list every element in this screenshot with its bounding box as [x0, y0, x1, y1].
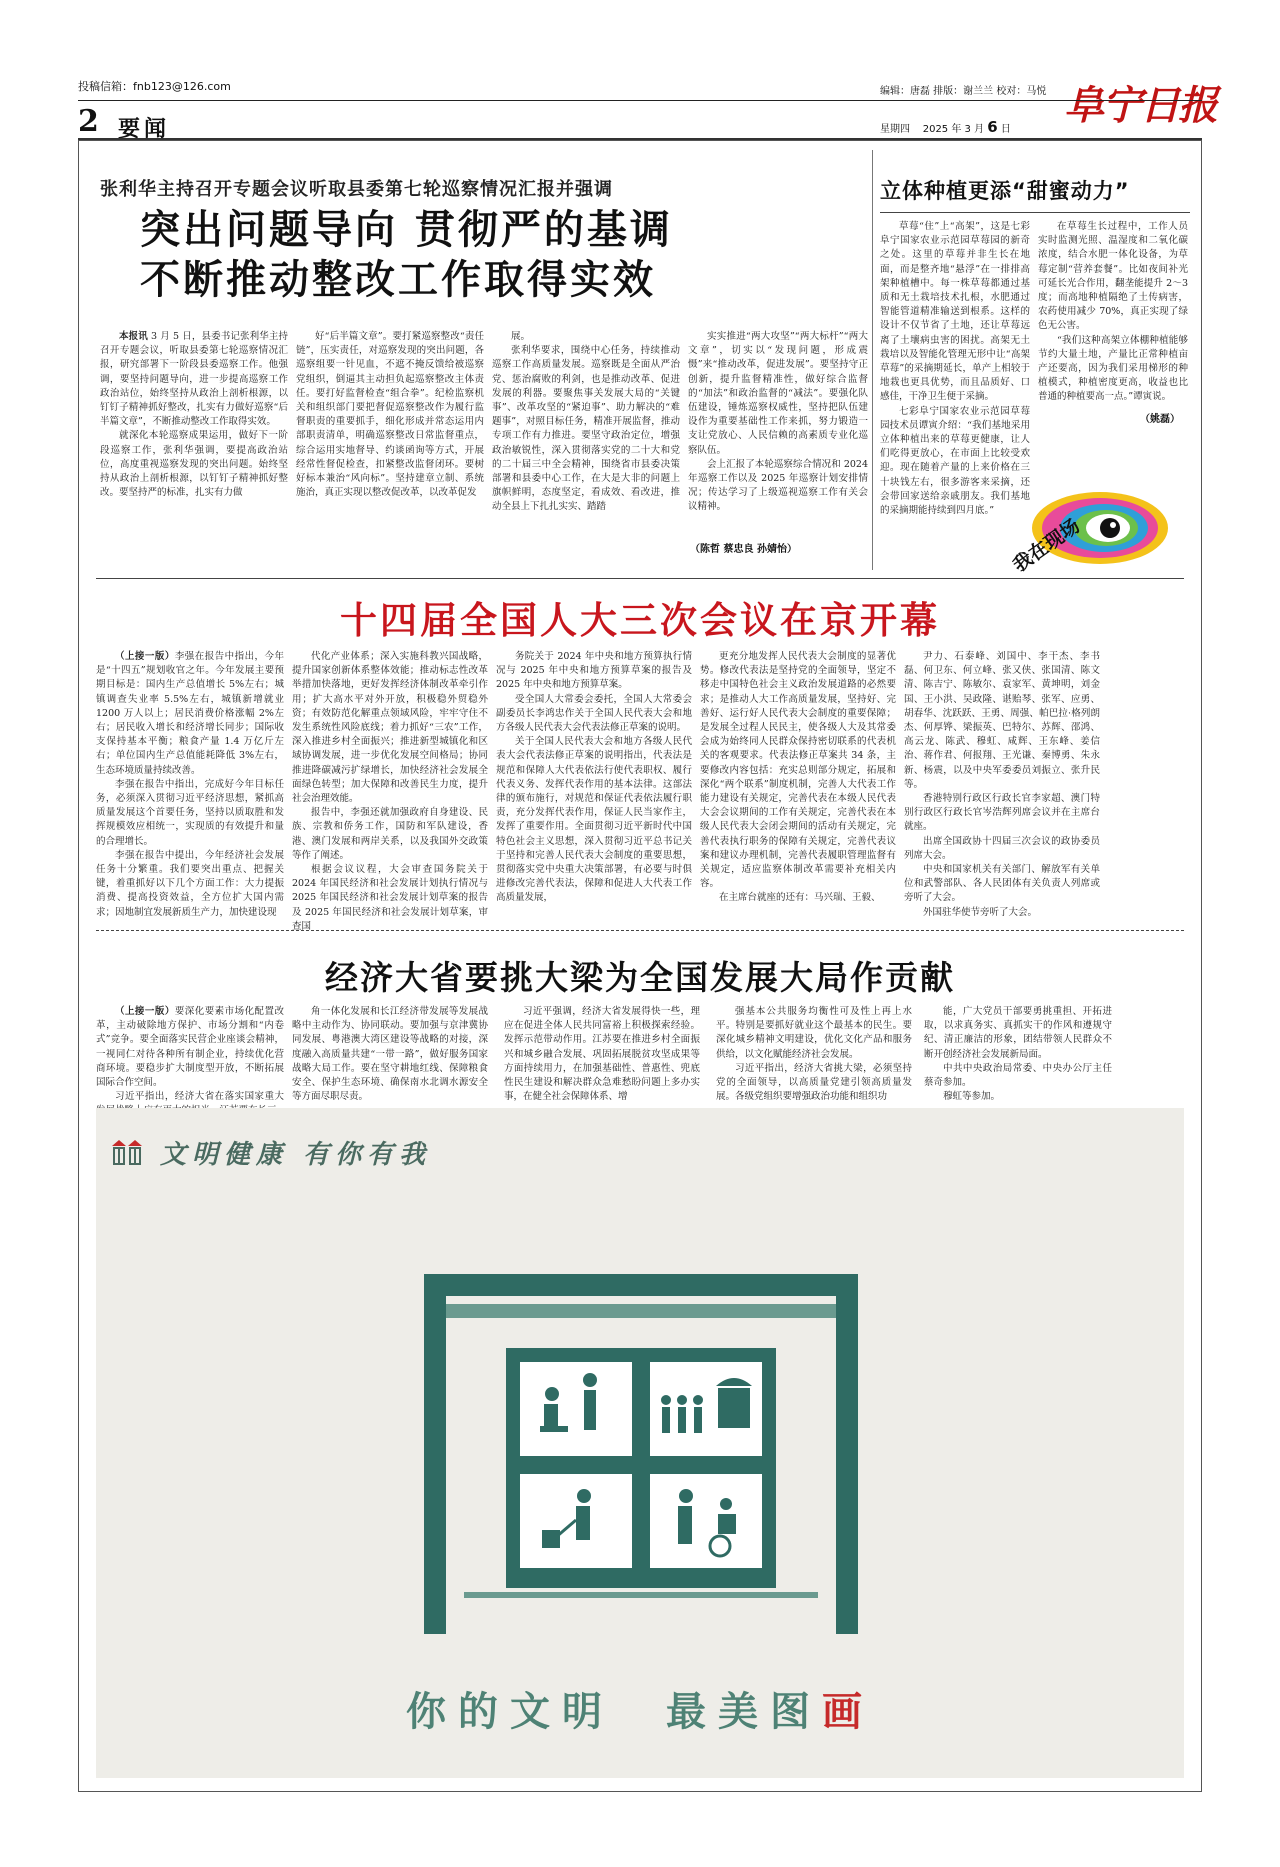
date-prefix: 2025 年 3 月: [922, 124, 985, 135]
lead-column-3: [492, 330, 680, 562]
paragraph: 会上汇报了本轮巡察综合情况和 2024 年巡察工作以及 2025 年巡察计划安排情况；传达学习了上级巡视巡察工作有关会议精神。: [688, 458, 868, 513]
national-col3-text: 务院关于 2024 年中央和地方预算执行情况与 2025 年中央和地方预算草案的报告及 2025 年中央和地方预算草案。: [496, 651, 692, 691]
economy-column-3: [504, 1005, 700, 1103]
ad-slogan: 文明健康 有你有我: [160, 1140, 432, 1170]
sidebar-divider: [872, 150, 873, 570]
sidebar-title: 立体种植更添“甜蜜动力”: [880, 179, 1130, 203]
sidebar-author: （姚磊）: [1140, 414, 1180, 425]
logo-text: 我在现场: [1009, 514, 1084, 577]
national-col4-text: 更充分地发挥人民代表大会制度的显著优势。修改代表法是坚持党的全面领导，坚定不移走中国特色社会主义政治发展道路的必然要求；是推动人大工作高质量发展，坚持好、完善好、运行好人民代表大会制度的重要保障；是发展全过程人民民主，使各级人大及其常委会成为始终同人民群众保持密切联系的代表机关的客观要求。代表法修正草案共 34 条，主要修改内容包括：充实总则部分规定，拓展和深化“两个联系”制度机制，完善人大代表工作能力建设有关规定，完善代表在本级人民代表大会会议期间的工作有关规定，完善代表在本级人民代表大会闭会期间的活动有关规定，完善代表执行职务的保障有关规定，完善代表议案和建议办理机制，完善代表履职管理监督有关规定，适应监察体制改革需要补充相关内容。: [700, 651, 896, 890]
lead-author: （陈哲 蔡忠良 孙婧怡）: [690, 544, 797, 555]
ad-tagline: [96, 1680, 1184, 1737]
paragraph: 李强在报告中提出，今年经济社会发展任务十分繁重。我们要突出重点、把握关键，着重抓好以下几个方面工作：大力提振消费、提高投资效益，全方位扩大国内需求；因地制宜发展新质生产力，加快建设现: [96, 849, 284, 918]
lead-col1-text: 3 月 5 日，县委书记张利华主持召开专题会议，听取县委第七轮巡察情况汇报，研究部署下一阶段县委巡察工作。他强调，要坚持问题导向，进一步提高巡察工作政治站位，始终坚持从政治上剖析根源，以钉钉子精神抓好整改，扎实有力做好巡察“后半篇文章”，不断推动整改工作取得实效。: [100, 331, 288, 428]
lead-column-4: [688, 330, 868, 536]
ad-tagline-main: 你的文明 最美图: [406, 1688, 822, 1735]
section-name: 要闻: [118, 117, 171, 142]
paragraph: 中央和国家机关有关部门、解放军有关单位和武警部队、各人民团体有关负责人列席或旁听了大会。: [904, 864, 1100, 904]
national-column-3: [496, 650, 692, 912]
date-suffix: 日: [1000, 124, 1011, 135]
paragraph: 习近平指出，经济大省挑大梁，必须坚持党的全面领导，以高质量党建引领高质量发展。各级党组织要增强政治功能和组织功: [716, 1062, 912, 1103]
paragraph: 报告中，李强还就加强政府自身建设、民族、宗教和侨务工作，国防和军队建设，香港、澳门发展和两岸关系，以及我国外交政策等作了阐述。: [292, 807, 488, 861]
paragraph: 张利华要求，围绕中心任务，持续推动巡察工作高质量发展。巡察既是全面从严治党、惩治腐败的利剑，也是推动改革、促进发展的利器。要聚焦事关发展大局的“关键事”、改革攻坚的“紧迫事”、助力解决的“难题事”，对照目标任务，精准开展监督，推动专项工作有力推进。要坚守政治定位，增强政治敏锐性，深入贯彻落实党的二十大和党的二十届三中全会精神，围绕省市县委决策部署和县委中心工作，在大是大非的问题上旗帜鲜明，态度坚定，看成效、看改进，推动全县上下扎扎实实、踏踏: [492, 345, 680, 513]
submission-email: 投稿信箱：fnb123@126.com: [78, 80, 231, 93]
economy-col5-text: 能，广大党员干部要勇挑重担、开拓进取，以求真务实、真抓实干的作风和遵规守纪、清正廉洁的形象，团结带领人民群众不断开创经济社会发展新局面。: [924, 1006, 1112, 1060]
paragraph: 香港特别行政区行政长官李家超、澳门特别行政区行政长官岑浩辉列席会议并在主席台就座。: [904, 793, 1100, 833]
paragraph: 受全国人大常委会委托，全国人大常委会副委员长李鸿忠作关于全国人民代表大会和地方各级人民代表大会代表法修正草案的说明。: [496, 693, 692, 734]
section-divider-1: [96, 578, 1184, 579]
lead-col4-text: 实实推进“两大攻坚”“两大标杆”“两大文章”，切实以“发现问题，形成震慑”来“推动改革，促进发展”。要坚持守正创新，提升监督精准性，做好综合监督的“加法”和政治监督的“减法”。要强化队伍建设，锤炼巡察权威性，坚持把队伍建设作为重要基础性工作来抓，努力锻造一支让党放心、人民信赖的高素质专业化巡察队伍。: [688, 331, 868, 456]
paragraph: 关于全国人民代表大会和地方各级人民代表大会代表法修正草案的说明指出，代表法是规范和保障人大代表依法行使代表职权、履行代表义务、发挥代表作用的基本法律。这部法律的颁布施行，对规范和保证代表依法履行职责，充分发挥代表作用，保证人民当家作主，发挥了重要作用。全面贯彻习近平新时代中国特色社会主义思想，深入贯彻习近平总书记关于坚持和完善人民代表大会制度的重要思想，贯彻落实党中央重大决策部署，有必要与时俱进修改完善代表法，保障和促进人大代表工作高质量发展，: [496, 736, 692, 904]
economy-col3-text: 习近平强调，经济大省发展得快一些，理应在促进全体人民共同富裕上积极探索经验。发挥示范带动作用。江苏要在推进乡村全面振兴和城乡融合发展、巩固拓展脱贫攻坚成果等方面持续用力，在加强基础性、普惠性、兜底性民生建设和解决群众急难愁盼问题上多办实事，在健全社会保障体系、增: [504, 1006, 700, 1103]
economy-column-4: [716, 1005, 912, 1103]
economy-col2-text: 角一体化发展和长江经济带发展等发展战略中主动作为、协同联动。要加强与京津冀协同发展、粤港澳大湾区建设等战略的对接，深度融入高质量共建“一带一路”，做好服务国家战略大局工作。要在坚守耕地红线、保障粮食安全、保护生态环境、确保南水北调水源安全等方面尽职尽责。: [292, 1006, 488, 1103]
paragraph: “我们这种高架立体棚种植能够节约大量土地，产量比正常种植亩产还要高，因为我们采用梯形的种植模式，种植密度更高，收益也比普通的种植要高一点。”谭寅说。: [1038, 334, 1188, 403]
paragraph: 李强在报告中指出，完成好今年目标任务，必须深入贯彻习近平经济思想，紧抓高质量发展这个首要任务，坚持以质取胜和发挥规模效应相统一，实现质的有效提升和量的合理增长。: [96, 778, 284, 847]
paragraph: 出席全国政协十四届三次会议的政协委员列席大会。: [904, 835, 1100, 861]
lead-kicker: 张利华主持召开专题会议听取县委第七轮巡察情况汇报并强调: [100, 179, 613, 200]
lead-col3-text: 展。: [511, 331, 531, 342]
lead-headline-line2: 不断推动整改工作取得实效: [140, 257, 656, 303]
paragraph: 在主席台就座的还有：马兴瑞、王毅、: [719, 892, 881, 904]
economy-byline-tag: （上接一版）: [115, 1006, 175, 1017]
economy-column-5: [924, 1005, 1112, 1103]
issue-date: [880, 118, 1011, 136]
sidebar-col2-text: 在草莓生长过程中，工作人员实时监测光照、温湿度和二氧化碳浓度，结合水肥一体化设备，为草莓定制“营养套餐”。比如夜间补光可延长光合作用，翻垄能提升 2～3 度；而高地种植隔绝了土传病害，农药使用减少 70%，真正实现了绿色无公害。: [1038, 221, 1188, 332]
lead-column-2: [296, 330, 484, 562]
lead-column-1: [100, 330, 288, 562]
economy-column-2: [292, 1005, 488, 1103]
ad-illustration: [424, 1274, 858, 1634]
paragraph: 穆虹等参加。: [943, 1091, 1001, 1103]
civility-emblem-icon: [110, 1138, 144, 1166]
lead-col2-text: 好“后半篇文章”。要打紧巡察整改“责任链”，压实责任，对巡察发现的突出问题，各巡察组要一针见血，不遮不掩反馈给被巡察党组织，倒逼其主动担负起巡察整改主体责任。要打好监督检查“组合拳”。纪检监察机关和组织部门要把督促巡察整改作为履行监督职责的重要抓手，细化形成并常态运用内部职责清单，明确巡察整改日常监督重点，综合运用实地督导、约谈函询等方式，开展经常性督促检查，扣紧整改监督闭环。要树好标本兼治“风向标”。坚持建章立制、系统施治，真正实现以整改促改革，以改革促发: [296, 331, 484, 499]
ad-tagline-red: 画: [822, 1688, 874, 1735]
paragraph: 七彩阜宁国家农业示范园草莓园技术员谭寅介绍：“我们基地采用立体种植出来的草莓更健康，让人们吃得更放心，在市面上比较受欢迎。现在随着产量的上来价格在三十块钱左右，很多游客来采摘，还会带回家送给亲戚朋友。我们基地的采摘期能持续到四月底。”: [880, 405, 1030, 517]
lead-headline: [140, 205, 673, 305]
national-col1-text: 李强在报告中指出，今年是“十四五”规划收官之年。今年发展主要预期目标是：国内生产总值增长 5%左右；城镇调查失业率 5.5%左右，城镇新增就业 1200 万人以上；居民消费价格涨幅 2%左右；居民收入增长和经济增长同步；国际收支保持基本平衡；粮食产量 1.4 万亿斤左右；单位国内生产总值能耗降低 3%左右，生态环境质量持续改善。: [96, 651, 284, 776]
paragraph: 根据会议议程，大会审查国务院关于 2024 年国民经济和社会发展计划执行情况与 2025 年国民经济和社会发展计划草案的报告及 2025 年国民经济和社会发展计划草案，审查国: [292, 864, 488, 932]
national-col5-text: 尹力、石泰峰、刘国中、李干杰、李书磊、何卫东、何立峰、张又侠、张国清、陈文清、陈吉宁、陈敏尔、袁家军、黄坤明，刘金国、王小洪、吴政隆、谌贻琴、张军、应勇、胡春华、沈跃跃、王勇、周强、帕巴拉·格列朗杰、何厚铧、梁振英、巴特尔、苏辉、邵鸿、高云龙、陈武、穆虹、咸辉、王东峰、姜信治、蒋作君、何报翔、王光谦、秦博勇、朱永新、杨震，以及中央军委委员刘振立、张升民等。: [904, 651, 1100, 790]
paragraph: 习近平指出，经济大省在落实国家重大: [115, 1091, 284, 1103]
on-the-scene-eye-logo: [1000, 470, 1180, 580]
editors-line: 编辑：唐磊 排版：谢兰兰 校对：马悦: [880, 86, 1047, 97]
economy-col1-text: 要深化要素市场化配置改革，主动破除地方保护、市场分割和“内卷式”竞争。要全面落实民营企业座谈会精神，一视同仁对待各种所有制企业，持续优化营商环境。要稳步扩大制度型开放，不断拓展国际合作空间。: [96, 1006, 284, 1089]
civility-ad: [96, 1108, 1184, 1778]
paragraph: 外国驻华使节旁听了大会。: [923, 906, 1038, 918]
section-divider-2: [96, 930, 1184, 931]
national-byline-tag: （上接一版）: [115, 651, 175, 662]
paragraph: 中共中央政治局常委、中央办公厅主任蔡奇参加。: [924, 1062, 1112, 1089]
economy-column-1: [96, 1005, 284, 1103]
page-number: 2: [78, 104, 99, 139]
national-column-2: [292, 650, 488, 932]
sidebar-col1-text: 草莓“住”上“高架”，这是七彩阜宁国家农业示范园草莓园的新奇之处。这里的草莓并非生长在地面，而是整齐地“悬浮”在一排排高架种植槽中。每一株草莓都通过基质和无土栽培技术扎根，水肥通过智能管道精准输送到根系。这样的设计不仅节省了土地，还让草莓远离了土壤病虫害的困扰。高架无土栽培以及智能化管理无形中让“高架草莓”的采摘期延长，单产上相较于地栽也更具优势，而且品质好、口感佳，干净卫生便于采摘。: [880, 221, 1030, 403]
economy-col4-text: 强基本公共服务均衡性可及性上再上水平。特别是要抓好就业这个最基本的民生。要深化城乡精神文明建设，优化文化产品和服务供给，以文化赋能经济社会发展。: [716, 1006, 912, 1060]
sidebar-title-rule: [880, 212, 1190, 213]
national-column-1: [96, 650, 284, 918]
newspaper-masthead: 阜宁日报: [1064, 82, 1216, 129]
paragraph: 就深化本轮巡察成果运用，做好下一阶段巡察工作，张利华强调，要提高政治站位，高度重视巡察发现的突出问题。始终坚持从政治上剖析根源，以钉钉子精神抓好整改。要坚持严的标准，扎实有力做: [100, 430, 288, 499]
lead-byline-tag: 本报讯: [119, 331, 148, 342]
national-column-4: [700, 650, 896, 912]
national-col2-text: 代化产业体系；深入实施科教兴国战略，提升国家创新体系整体效能；推动标志性改革举措加快落地，更好发挥经济体制改革牵引作用；扩大高水平对外开放，积极稳外贸稳外资；有效防范化解重点领域风险，牢牢守住不发生系统性风险底线；着力抓好“三农”工作，深入推进乡村全面振兴；推进新型城镇化和区域协调发展，进一步优化发展空间格局；协同推进降碳减污扩绿增长，加快经济社会发展全面绿色转型；加大保障和改善民生力度，提升社会治理效能。: [292, 651, 488, 805]
economy-headline: 经济大省要挑大梁为全国发展大局作贡献: [325, 958, 955, 997]
header-rule: [78, 100, 1202, 101]
national-column-5: [904, 650, 1100, 918]
lead-headline-line1: 突出问题导向 贯彻严的基调: [140, 207, 673, 253]
date-day: 6: [987, 118, 998, 136]
weekday: 星期四: [880, 124, 910, 135]
sidebar-column-2: [1038, 220, 1188, 420]
national-headline: 十四届全国人大三次会议在京开幕: [340, 599, 940, 642]
